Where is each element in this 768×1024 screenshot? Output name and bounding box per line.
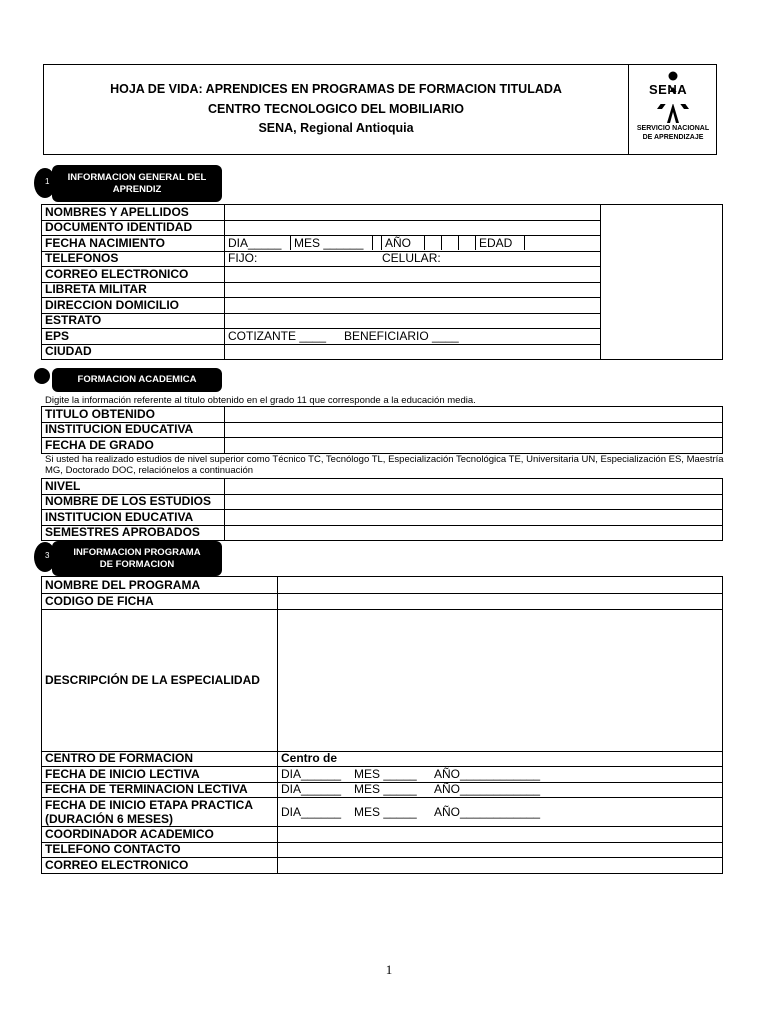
input-institucion-superior[interactable] xyxy=(225,510,723,526)
birth-day: DIA_____ xyxy=(228,235,282,250)
date-month: MES _____ xyxy=(354,766,417,781)
table-row xyxy=(42,479,723,495)
label-eps: EPS xyxy=(42,329,225,345)
label-inicio-lectiva: FECHA DE INICIO LECTIVA xyxy=(42,767,278,783)
date-year: AÑO____________ xyxy=(434,766,541,781)
input-especialidad[interactable] xyxy=(278,609,723,751)
title-line-2: CENTRO TECNOLOGICO DEL MOBILIARIO xyxy=(207,101,465,116)
section-3-number: 3 xyxy=(45,551,50,560)
input-nombres[interactable] xyxy=(225,205,601,221)
label-fecha-nacimiento: FECHA NACIMIENTO xyxy=(42,236,225,252)
input-ficha[interactable] xyxy=(278,594,723,610)
label-coordinador: COORDINADOR ACADEMICO xyxy=(42,827,278,843)
date-day: DIA______ xyxy=(281,782,342,797)
table-row xyxy=(42,767,723,783)
page-number: 1 xyxy=(385,962,393,977)
date-day: DIA______ xyxy=(281,766,342,781)
section-3-title: INFORMACION PROGRAMA DE FORMACION xyxy=(52,541,222,576)
input-centro[interactable]: Centro de xyxy=(278,751,723,767)
input-titulo[interactable] xyxy=(225,407,723,423)
input-nombre-estudios[interactable] xyxy=(225,494,723,510)
label-correo-programa: CORREO ELECTRONICO xyxy=(42,858,278,874)
label-libreta: LIBRETA MILITAR xyxy=(42,282,225,298)
photo-box xyxy=(601,205,723,360)
input-telefono-contacto[interactable] xyxy=(278,842,723,858)
input-fecha-grado[interactable] xyxy=(225,438,723,454)
age-label: EDAD xyxy=(479,235,513,250)
table-row xyxy=(42,842,723,858)
date-year: AÑO____________ xyxy=(434,782,541,797)
label-institucion: INSTITUCION EDUCATIVA xyxy=(42,422,225,438)
input-estrato[interactable] xyxy=(225,313,601,329)
input-institucion[interactable] xyxy=(225,422,723,438)
table-row xyxy=(42,594,723,610)
date-month: MES _____ xyxy=(354,804,417,819)
input-inicio-practica[interactable] xyxy=(278,798,723,827)
sena-logo xyxy=(630,65,716,154)
input-direccion[interactable] xyxy=(225,298,601,314)
input-documento[interactable] xyxy=(225,220,601,236)
label-telefonos: TELEFONOS xyxy=(42,251,225,267)
label-inicio-practica: FECHA DE INICIO ETAPA PRACTICA (DURACIÓN 6 MESES) xyxy=(42,798,278,827)
table-row xyxy=(42,205,723,221)
label-telefono-contacto: TELEFONO CONTACTO xyxy=(42,842,278,858)
birth-year: AÑO xyxy=(385,235,412,250)
input-inicio-lectiva[interactable] xyxy=(278,767,723,783)
table-row xyxy=(42,858,723,874)
sena-logo-icon xyxy=(643,71,703,123)
input-fecha-nacimiento[interactable] xyxy=(225,236,601,252)
title-line-1: HOJA DE VIDA: APRENDICES EN PROGRAMAS DE FORMACION TITULADA xyxy=(110,82,562,97)
label-programa: NOMBRE DEL PROGRAMA xyxy=(42,577,278,594)
academic-table-a xyxy=(41,406,723,454)
section-2-title: FORMACION ACADEMICA xyxy=(52,368,222,392)
input-correo[interactable] xyxy=(225,267,601,283)
table-row xyxy=(42,494,723,510)
table-row xyxy=(42,422,723,438)
academic-table-b xyxy=(41,478,723,541)
input-nivel[interactable] xyxy=(225,479,723,495)
table-row xyxy=(42,751,723,767)
phone-fixed: FIJO: xyxy=(228,251,258,266)
table-row xyxy=(42,798,723,827)
input-programa[interactable] xyxy=(278,577,723,594)
title-line-3: SENA, Regional Antioquia xyxy=(258,121,414,136)
note-educacion-media: Digite la información referente al título obtenido en el grado 11 que corresponde a la educación media. xyxy=(45,395,476,406)
label-titulo: TITULO OBTENIDO xyxy=(42,407,225,423)
logo-caption: SERVICIO NACIONAL DE APRENDIZAJE xyxy=(636,125,710,141)
label-ficha: CODIGO DE FICHA xyxy=(42,594,278,610)
table-row xyxy=(42,510,723,526)
table-row xyxy=(42,577,723,594)
label-nombres: NOMBRES Y APELLIDOS xyxy=(42,205,225,221)
table-row xyxy=(42,438,723,454)
table-row xyxy=(42,407,723,423)
eps-beneficiario: BENEFICIARIO ____ xyxy=(344,328,459,343)
label-fecha-grado: FECHA DE GRADO xyxy=(42,438,225,454)
birth-month: MES ______ xyxy=(294,235,364,250)
date-day: DIA______ xyxy=(281,804,342,819)
input-fin-lectiva[interactable] xyxy=(278,782,723,798)
document-title xyxy=(44,64,629,155)
label-nivel: NIVEL xyxy=(42,479,225,495)
label-ciudad: CIUDAD xyxy=(42,344,225,360)
label-semestres: SEMESTRES APROBADOS xyxy=(42,525,225,541)
input-eps[interactable] xyxy=(225,329,601,345)
input-correo-programa[interactable] xyxy=(278,858,723,874)
label-centro: CENTRO DE FORMACION xyxy=(42,751,278,767)
label-institucion-superior: INSTITUCION EDUCATIVA xyxy=(42,510,225,526)
general-info-table xyxy=(41,204,723,360)
label-nombre-estudios: NOMBRE DE LOS ESTUDIOS xyxy=(42,494,225,510)
date-month: MES _____ xyxy=(354,782,417,797)
label-documento: DOCUMENTO IDENTIDAD xyxy=(42,220,225,236)
table-row xyxy=(42,782,723,798)
input-libreta[interactable] xyxy=(225,282,601,298)
table-row xyxy=(42,827,723,843)
input-telefonos[interactable] xyxy=(225,251,601,267)
section-1-number: 1 xyxy=(45,177,50,186)
eps-cotizante: COTIZANTE ____ xyxy=(228,328,327,343)
section-1-title: INFORMACION GENERAL DEL APRENDIZ xyxy=(52,165,222,202)
date-year: AÑO____________ xyxy=(434,804,541,819)
table-row xyxy=(42,525,723,541)
program-table xyxy=(41,576,723,874)
logo-wordmark: SENA xyxy=(649,82,688,97)
label-especialidad: DESCRIPCIÓN DE LA ESPECIALIDAD xyxy=(42,609,278,751)
input-coordinador[interactable] xyxy=(278,827,723,843)
phone-mobile: CELULAR: xyxy=(382,251,441,266)
label-correo: CORREO ELECTRONICO xyxy=(42,267,225,283)
label-fin-lectiva: FECHA DE TERMINACION LECTIVA xyxy=(42,782,278,798)
table-row xyxy=(42,609,723,751)
input-semestres[interactable] xyxy=(225,525,723,541)
note-nivel-superior: Si usted ha realizado estudios de nivel superior como Técnico TC, Tecnólogo TL, Especialización Tecnológica TE, Universitaria UN, Especialización ES, Maestría MG, Doctorado DOC, relaciónelos a continuación xyxy=(45,454,724,476)
label-estrato: ESTRATO xyxy=(42,313,225,329)
input-ciudad[interactable] xyxy=(225,344,601,360)
section-2-bullet xyxy=(34,368,50,384)
label-direccion: DIRECCION DOMICILIO xyxy=(42,298,225,314)
